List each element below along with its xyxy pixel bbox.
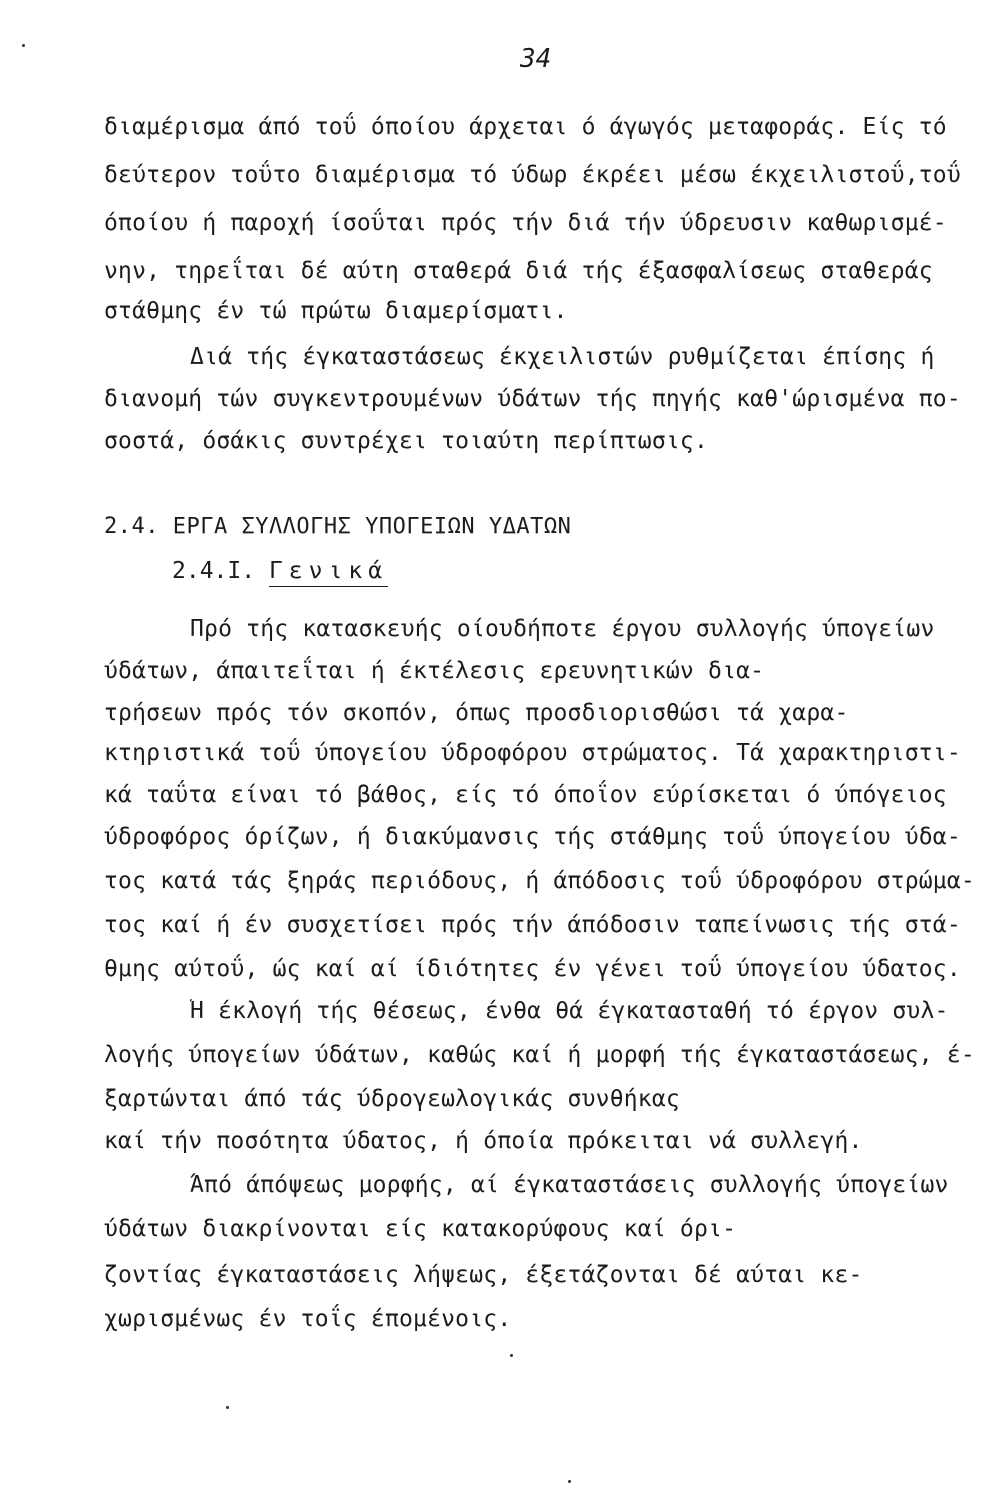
paragraph-3-line: θμης αύτοΰ, ώς καί αί ίδιότητες έν γένει τοΰ ύπογείου ύδατος. [104, 956, 961, 982]
paragraph-3-line: κά ταΰτα είναι τό βάθος, είς τό όποΐον εύρίσκεται ό ύπόγειος [104, 782, 947, 808]
subsection-number: 2.4.I. [172, 558, 256, 584]
paragraph-5-line: ζοντίας έγκαταστάσεις λήψεως, έξετάζονται δέ αύται κε- [104, 1262, 863, 1288]
paragraph-2-line: σοστά, όσάκις συντρέχει τοιαύτη περίπτωσις. [104, 428, 709, 454]
scan-speck [568, 1480, 571, 1483]
paragraph-5-line: χωρισμένως έν τοΐς έπομένοις. [104, 1306, 512, 1332]
subsection-heading [172, 556, 388, 586]
paragraph-3-line: ύδάτων, άπαιτεΐται ή έκτέλεσις ερευνητικών δια- [104, 658, 765, 684]
paragraph-3-line: κτηριστικά τοΰ ύπογείου ύδροφόρου στρώματος. Τά χαρακτηριστι- [104, 740, 961, 766]
paragraph-2-line: διανομή τών συγκεντρουμένων ύδάτων τής πηγής καθ'ώρισμένα πο- [104, 386, 961, 412]
paragraph-3-line: ύδροφόρος όρίζων, ή διακύμανσις τής στάθμης τοΰ ύπογείου ύδα- [104, 824, 961, 850]
paragraph-1-line: στάθμης έν τώ πρώτω διαμερίσματι. [104, 298, 568, 324]
paragraph-1-line: δεύτερον τοΰτο διαμέρισμα τό ύδωρ έκρέει μέσω έκχειλιστοΰ,τοΰ [104, 162, 961, 188]
paragraph-3-line: τος καί ή έν συσχετίσει πρός τήν άπόδοσιν ταπείνωσις τής στά- [104, 912, 961, 938]
paragraph-3-line: τρήσεων πρός τόν σκοπόν, όπως προσδιορισθώσι τά χαρα- [104, 700, 849, 726]
paragraph-2-line: Διά τής έγκαταστάσεως έκχειλιστών ρυθμίζεται έπίσης ή [190, 344, 935, 370]
paragraph-1-line: όποίου ή παροχή ίσοΰται πρός τήν διά τήν ύδρευσιν καθωρισμέ- [104, 210, 947, 236]
paragraph-5-line: ύδάτων διακρίνονται είς κατακορύφους καί όρι- [104, 1216, 737, 1242]
paragraph-1-line: νην, τηρεΐται δέ αύτη σταθερά διά τής έξασφαλίσεως σταθεράς [104, 258, 933, 284]
scan-speck [510, 1354, 513, 1357]
paragraph-4-line: ξαρτώνται άπό τάς ύδρογεωλογικάς συνθήκας [104, 1086, 680, 1112]
scan-speck [22, 44, 25, 47]
subsection-title: Γενικά [269, 558, 388, 587]
paragraph-3-line: τος κατά τάς ξηράς περιόδους, ή άπόδοσις τοΰ ύδροφόρου στρώμα- [104, 868, 975, 894]
paragraph-4-line: λογής ύπογείων ύδάτων, καθώς καί ή μορφή τής έγκαταστάσεως, έ- [104, 1042, 975, 1068]
paragraph-5-line: Άπό άπόψεως μορφής, αί έγκαταστάσεις συλλογής ύπογείων [190, 1172, 949, 1198]
paragraph-3-line: Πρό τής κατασκευής οίουδήποτε έργου συλλογής ύπογείων [190, 616, 935, 642]
section-heading: 2.4. ΕΡΓΑ ΣΥΛΛΟΓΗΣ ΥΠΟΓΕΙΩΝ ΥΔΑΤΩΝ [104, 514, 572, 539]
page-number: 34 [520, 44, 552, 74]
paragraph-1-line: διαμέρισμα άπό τοΰ όποίου άρχεται ό άγωγός μεταφοράς. Είς τό [104, 114, 947, 140]
scan-speck [226, 1406, 229, 1409]
paragraph-4-line: καί τήν ποσότητα ύδατος, ή όποία πρόκειται νά συλλεγή. [104, 1128, 863, 1154]
paragraph-4-line: Ή έκλογή τής θέσεως, ένθα θά έγκατασταθή τό έργον συλ- [190, 998, 949, 1024]
